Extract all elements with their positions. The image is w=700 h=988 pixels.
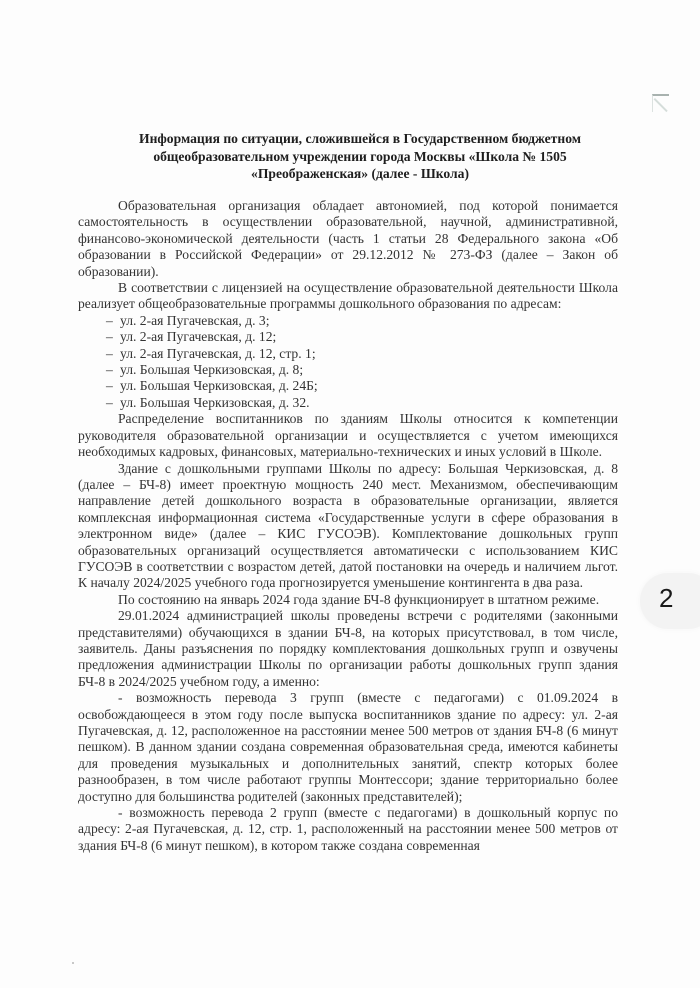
list-dash: – — [106, 394, 113, 410]
document-body — [78, 198, 618, 854]
address-text: ул. Большая Черкизовская, д. 8; — [120, 362, 304, 378]
paragraph-meeting: 29.01.2024 администрацией школы проведены встречи с родителями (законными представителями) обучающихся в здании БЧ-8, на которых присутствовал, в том числе, заявитель. Даны разъяснения по порядку комплектования дошкольных групп и озвучены предложения администрации Школы по организации работы дошкольных групп здания БЧ-8 в 2024/2025 учебном году, а именно: — [78, 608, 618, 689]
address-item — [106, 329, 618, 345]
page-number: 2 — [659, 583, 674, 613]
document-title: Информация по ситуации, сложившейся в Государственном бюджетном общеобразовательном учреждении города Москвы «Школа № 1505 «Преображенская» (далее - Школа) — [139, 131, 581, 181]
list-dash: – — [106, 345, 113, 361]
paragraph-distribution: Распределение воспитанников по зданиям Школы относится к компетенции руководителя образовательной организации и осуществляется с учетом имеющихся необходимых кадровых, финансовых, материально-технических и иных условий в Школе. — [78, 411, 618, 460]
address-text: ул. Большая Черкизовская, д. 24Б; — [120, 378, 318, 394]
page-number-badge[interactable] — [640, 573, 700, 629]
address-item — [106, 362, 618, 378]
address-item — [106, 378, 618, 394]
address-item — [106, 346, 618, 362]
list-dash: – — [106, 378, 113, 394]
scan-speck — [72, 962, 74, 964]
paragraph-status: По состоянию на январь 2024 года здание БЧ-8 функционирует в штатном режиме. — [118, 591, 600, 607]
paragraph-autonomy: Образовательная организация обладает автономией, под которой понимается самостоятельность в осуществлении образовательной, научной, административной, финансово-экономической деятельности (часть 1 статьи 28 Федерального закона «Об образовании в Российской Федерации» от 29.12.2012 № 273-ФЗ (далее – Закон об образовании). — [78, 198, 618, 279]
address-list — [78, 313, 618, 411]
paragraph-option-3-groups: - возможность перевода 3 групп (вместе с педагогами) с 01.09.2024 в освобождающееся в этом году после выпуска воспитанников здание по адресу: ул. 2-ая Пугачевская, д. 12, расположенное на расстоянии менее 500 метров от здания БЧ-8 (6 минут пешком). В данном здании создана современная образовательная среда, имеются кабинеты для проведения музыкальных и дополнительных занятий, спектр которых более разнообразен, в том числе работают группы Монтессори; здание территориально более доступно для большинства родителей (законных представителей); — [78, 690, 618, 804]
paragraph-option-2-groups: - возможность перевода 2 групп (вместе с педагогами) в дошкольный корпус по адресу: 2-ая Пугачевская, д. 12, стр. 1, расположенный на расстоянии менее 500 метров от здания БЧ-8 (6 минут пешком), в котором также создана современная — [78, 805, 618, 853]
address-item — [106, 313, 618, 329]
corner-bracket-icon — [652, 94, 669, 112]
address-text: ул. 2-ая Пугачевская, д. 12, стр. 1; — [120, 345, 316, 361]
list-dash: – — [106, 362, 113, 378]
list-dash: – — [106, 312, 113, 328]
address-text: ул. 2-ая Пугачевская, д. 12; — [120, 329, 277, 345]
address-text: ул. 2-ая Пугачевская, д. 3; — [120, 312, 270, 328]
paragraph-building-bch8: Здание с дошкольными группами Школы по адресу: Большая Черкизовская, д. 8 (далее – БЧ-8) имеет проектную мощность 240 мест. Механизмом, обеспечивающим направление детей дошкольного возраста в образовательные организации, является комплексная информационная система «Государственные услуги в сфере образования в электронном виде» (далее – КИС ГУСОЭВ). Комплектование дошкольных групп образовательных организаций осуществляется автоматически с использованием КИС ГУСОЭВ в соответствии с возрастом детей, датой постановки на очередь и наличием льгот. К началу 2024/2025 учебного года прогнозируется уменьшение контингента в два раза. — [78, 460, 618, 591]
paragraph-license: В соответствии с лицензией на осуществление образовательной деятельности Школа реализует общеобразовательные программы дошкольного образования по адресам: — [78, 280, 618, 312]
address-item — [106, 395, 618, 411]
address-text: ул. Большая Черкизовская, д. 32. — [120, 394, 310, 410]
list-dash: – — [106, 329, 113, 345]
